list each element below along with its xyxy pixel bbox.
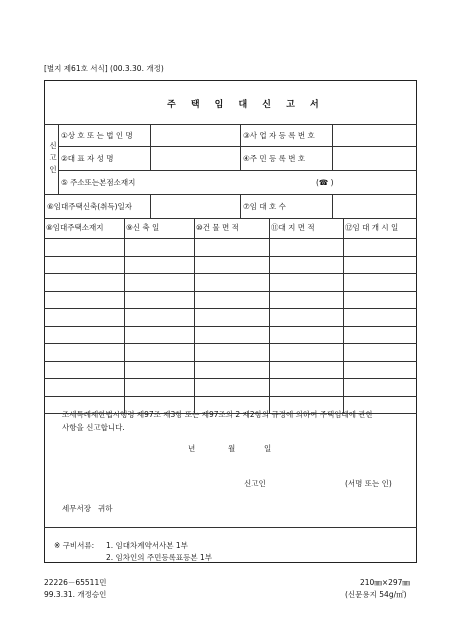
- field-acquisition-date: ⑥임대주택신축(취득)일자: [47, 202, 133, 211]
- recipient-suffix: 귀하: [98, 504, 113, 513]
- form-number-note: [별지 제61호 서식] (00.3.30. 개정): [44, 64, 164, 73]
- form-frame: [44, 80, 417, 563]
- date-day: 일: [264, 444, 272, 453]
- table-header-1: ⑧임대주택소재지: [46, 223, 104, 232]
- table-row: [44, 273, 417, 274]
- table-row: [44, 238, 417, 239]
- table-header-4: ⑪대 지 면 적: [271, 223, 315, 232]
- table-header-3: ⑩건 물 면 적: [196, 223, 239, 232]
- field-company-name: ①상 호 또 는 법 인 명: [61, 131, 133, 140]
- field-rental-units: ⑦임 대 호 수: [243, 202, 286, 211]
- table-col-divider: [124, 218, 125, 413]
- table-header-5: ⑫임 대 개 시 일: [345, 223, 399, 232]
- attachment-1: 1. 임대차계약서사본 1부: [106, 541, 188, 550]
- table-header-2: ⑨신 축 일: [126, 223, 160, 232]
- table-row: [44, 308, 417, 309]
- table-row: [44, 256, 417, 257]
- footer-approval: 99.3.31. 개정승인: [44, 590, 107, 599]
- recipient-label: 세무서장: [62, 504, 91, 513]
- field-address: ⑤ 주소또는본점소재지: [61, 178, 136, 187]
- table-row: [44, 361, 417, 362]
- date-year: 년: [188, 444, 196, 453]
- table-row: [44, 291, 417, 292]
- field-business-reg-no: ③사 업 자 등 록 번 호: [243, 131, 315, 140]
- applicant-group-label: 신 고 인: [49, 141, 57, 174]
- table-col-divider: [343, 218, 344, 413]
- sign-label: (서명 또는 인): [345, 479, 392, 488]
- table-row: [44, 396, 417, 397]
- field-resident-reg-no: ④주 민 등 록 번 호: [243, 154, 306, 163]
- footer-paper-size: 210㎜×297㎜: [360, 578, 410, 587]
- table-col-divider: [194, 218, 195, 413]
- attachments-label: ※ 구비서류:: [54, 541, 95, 550]
- table-row: [44, 343, 417, 344]
- applicant-label: 신고인: [244, 479, 266, 488]
- date-month: 월: [228, 444, 236, 453]
- phone-field: (☎ ): [316, 178, 334, 187]
- statement-text: 조세특례제한법시행령 제97조 제3항 또는 제97조의 2 제2항의 규정에 의하여 주택임대에 관한: [62, 410, 373, 419]
- table-row: [44, 378, 417, 379]
- attachment-2: 2. 임차인의 주민등록표등본 1부: [106, 553, 213, 562]
- footer-code: 22226－65511민: [44, 578, 107, 587]
- table-col-divider: [269, 218, 270, 413]
- field-representative-name: ②대 표 자 성 명: [61, 154, 114, 163]
- footer-paper-type: (신문용지 54g/㎡): [345, 590, 407, 599]
- form-title: 주 택 임 대 신 고 서: [167, 100, 325, 110]
- table-row: [44, 326, 417, 327]
- table-row: [44, 413, 417, 414]
- statement-text-2: 사항을 신고합니다.: [62, 423, 125, 432]
